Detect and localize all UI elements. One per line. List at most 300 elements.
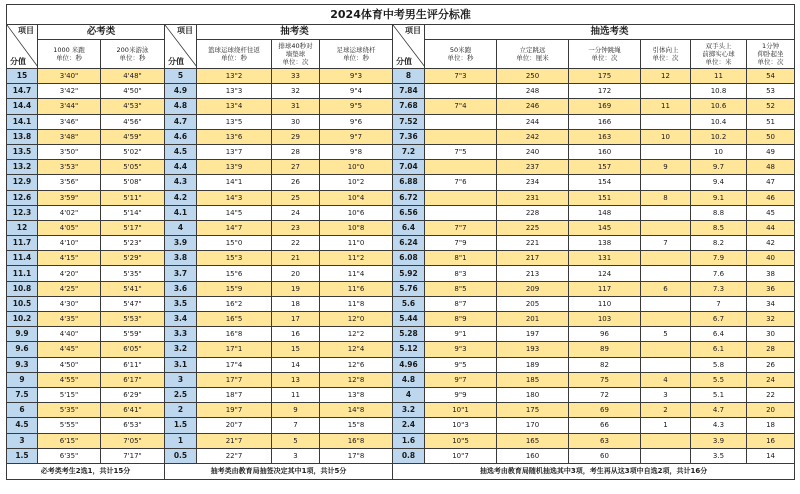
table-row: [7, 84, 795, 99]
cell-medicine-ball: 11: [691, 69, 747, 84]
cell-pull-up: [641, 220, 691, 235]
cell-basketball-dribble: 13"7: [197, 144, 272, 159]
cell-1000m-run: 4'55": [38, 372, 101, 387]
cell-jump-rope: 103: [569, 312, 641, 327]
cell-200m-swim: 4'50": [101, 84, 165, 99]
cell-50m-run: 7"5: [425, 144, 497, 159]
cell-medicine-ball: 6.4: [691, 327, 747, 342]
cell-medicine-ball: 5.5: [691, 372, 747, 387]
table-row: [7, 296, 795, 311]
cell-50m-run: 9"9: [425, 387, 497, 402]
cell-standing-jump: 237: [497, 160, 569, 175]
cell-jump-rope: 89: [569, 342, 641, 357]
cell-200m-swim: 6'05": [101, 342, 165, 357]
cell-medicine-ball: 3.5: [691, 448, 747, 463]
cell-football-dribble: 9"3: [320, 69, 393, 84]
score-draw: 5: [165, 69, 197, 84]
cell-200m-swim: 5'02": [101, 144, 165, 159]
cell-sit-up: 22: [747, 387, 795, 402]
cell-sit-up: 48: [747, 160, 795, 175]
cell-50m-run: 9"5: [425, 357, 497, 372]
cell-volleyball-bump: 29: [272, 129, 320, 144]
table-row: [7, 144, 795, 159]
cell-basketball-dribble: 15"0: [197, 236, 272, 251]
cell-volleyball-bump: 27: [272, 160, 320, 175]
cell-1000m-run: 3'42": [38, 84, 101, 99]
cell-volleyball-bump: 30: [272, 114, 320, 129]
cell-sit-up: 18: [747, 418, 795, 433]
cell-football-dribble: 11"0: [320, 236, 393, 251]
cell-standing-jump: 250: [497, 69, 569, 84]
cell-volleyball-bump: 25: [272, 190, 320, 205]
cell-pull-up: 10: [641, 129, 691, 144]
cell-volleyball-bump: 32: [272, 84, 320, 99]
score-draw: 3.5: [165, 296, 197, 311]
score-select: 5.44: [393, 312, 425, 327]
cell-1000m-run: 3'50": [38, 144, 101, 159]
score-draw: 4.5: [165, 144, 197, 159]
cell-football-dribble: 12"6: [320, 357, 393, 372]
score-draw: 4.8: [165, 99, 197, 114]
cell-jump-rope: 131: [569, 251, 641, 266]
cell-200m-swim: 5'29": [101, 251, 165, 266]
cell-1000m-run: 3'59": [38, 190, 101, 205]
page-title: 2024体育中考男生评分标准: [7, 5, 795, 25]
cell-football-dribble: 12"8: [320, 372, 393, 387]
cell-50m-run: [425, 160, 497, 175]
cell-200m-swim: 5'59": [101, 327, 165, 342]
cell-jump-rope: 82: [569, 357, 641, 372]
cell-sit-up: 20: [747, 403, 795, 418]
cell-standing-jump: 231: [497, 190, 569, 205]
cell-football-dribble: 9"8: [320, 144, 393, 159]
score-select: 7.04: [393, 160, 425, 175]
score-compulsory: 10.2: [7, 312, 38, 327]
cell-volleyball-bump: 18: [272, 296, 320, 311]
cell-50m-run: [425, 205, 497, 220]
score-draw: 3.3: [165, 327, 197, 342]
cell-basketball-dribble: 15"9: [197, 281, 272, 296]
corner-item-label: 项目: [177, 26, 193, 35]
table-row: [7, 160, 795, 175]
cell-football-dribble: 10"2: [320, 175, 393, 190]
corner-item-label: 项目: [405, 26, 421, 35]
cell-standing-jump: 246: [497, 99, 569, 114]
cell-basketball-dribble: 14"1: [197, 175, 272, 190]
table-row: [7, 281, 795, 296]
cell-jump-rope: 96: [569, 327, 641, 342]
group-draw: 抽考类: [197, 25, 393, 40]
cell-standing-jump: 205: [497, 296, 569, 311]
cell-medicine-ball: 9.7: [691, 160, 747, 175]
cell-football-dribble: 9"4: [320, 84, 393, 99]
cell-pull-up: 3: [641, 387, 691, 402]
score-select: 6.24: [393, 236, 425, 251]
cell-medicine-ball: 4.3: [691, 418, 747, 433]
cell-sit-up: 46: [747, 190, 795, 205]
cell-1000m-run: 3'44": [38, 99, 101, 114]
cell-medicine-ball: 8.5: [691, 220, 747, 235]
cell-medicine-ball: 4.7: [691, 403, 747, 418]
score-compulsory: 13.8: [7, 129, 38, 144]
score-select: 6.72: [393, 190, 425, 205]
cell-200m-swim: 6'41": [101, 403, 165, 418]
cell-200m-swim: 5'35": [101, 266, 165, 281]
score-compulsory: 6: [7, 403, 38, 418]
cell-jump-rope: 160: [569, 144, 641, 159]
cell-medicine-ball: 3.9: [691, 433, 747, 448]
cell-volleyball-bump: 19: [272, 281, 320, 296]
cell-medicine-ball: 9.4: [691, 175, 747, 190]
cell-football-dribble: 10"8: [320, 220, 393, 235]
score-compulsory: 10.5: [7, 296, 38, 311]
cell-200m-swim: 7'17": [101, 448, 165, 463]
table-row: [7, 114, 795, 129]
score-compulsory: 11.1: [7, 266, 38, 281]
score-select: 7.68: [393, 99, 425, 114]
cell-jump-rope: 148: [569, 205, 641, 220]
score-draw: 0.5: [165, 448, 197, 463]
cell-jump-rope: 63: [569, 433, 641, 448]
cell-jump-rope: 138: [569, 236, 641, 251]
cell-football-dribble: 12"4: [320, 342, 393, 357]
cell-basketball-dribble: 17"7: [197, 372, 272, 387]
cell-volleyball-bump: 5: [272, 433, 320, 448]
cell-1000m-run: 4'10": [38, 236, 101, 251]
corner-header-middle: [165, 25, 197, 69]
cell-200m-swim: 5'47": [101, 296, 165, 311]
cell-50m-run: 10"7: [425, 448, 497, 463]
header-1000m-run: 1000 米跑 单位：秒: [38, 40, 101, 69]
cell-football-dribble: 11"6: [320, 281, 393, 296]
cell-basketball-dribble: 14"5: [197, 205, 272, 220]
cell-sit-up: 40: [747, 251, 795, 266]
cell-200m-swim: 5'17": [101, 220, 165, 235]
cell-medicine-ball: 10.6: [691, 99, 747, 114]
cell-standing-jump: 244: [497, 114, 569, 129]
cell-sit-up: 42: [747, 236, 795, 251]
cell-medicine-ball: 10: [691, 144, 747, 159]
score-select: 4.8: [393, 372, 425, 387]
cell-football-dribble: 11"2: [320, 251, 393, 266]
cell-standing-jump: 242: [497, 129, 569, 144]
footer-select-note: 抽选考由教育局随机抽选其中3项，考生再从这3项中自选2项，共计16分: [393, 463, 795, 479]
table-row: [7, 251, 795, 266]
cell-200m-swim: 4'56": [101, 114, 165, 129]
cell-1000m-run: 4'30": [38, 296, 101, 311]
cell-basketball-dribble: 20"7: [197, 418, 272, 433]
score-draw: 3.1: [165, 357, 197, 372]
cell-1000m-run: 4'02": [38, 205, 101, 220]
cell-volleyball-bump: 21: [272, 251, 320, 266]
cell-standing-jump: 160: [497, 448, 569, 463]
score-draw: 3.4: [165, 312, 197, 327]
cell-200m-swim: 6'53": [101, 418, 165, 433]
cell-jump-rope: 172: [569, 84, 641, 99]
cell-volleyball-bump: 13: [272, 372, 320, 387]
cell-sit-up: 16: [747, 433, 795, 448]
footer-draw-note: 抽考类由教育局抽签决定其中1项，共计5分: [165, 463, 393, 479]
cell-jump-rope: 154: [569, 175, 641, 190]
cell-standing-jump: 225: [497, 220, 569, 235]
header-medicine-ball: 双手头上 前掷实心球 单位：米: [691, 40, 747, 69]
cell-volleyball-bump: 14: [272, 357, 320, 372]
score-compulsory: 9.9: [7, 327, 38, 342]
cell-volleyball-bump: 16: [272, 327, 320, 342]
cell-200m-swim: 4'59": [101, 129, 165, 144]
score-compulsory: 9.6: [7, 342, 38, 357]
score-select: 5.92: [393, 266, 425, 281]
cell-1000m-run: 5'15": [38, 387, 101, 402]
cell-jump-rope: 166: [569, 114, 641, 129]
table-row: [7, 205, 795, 220]
cell-football-dribble: 9"5: [320, 99, 393, 114]
corner-score-label: 分值: [10, 57, 26, 66]
cell-pull-up: 11: [641, 99, 691, 114]
cell-pull-up: [641, 448, 691, 463]
score-draw: 3.6: [165, 281, 197, 296]
cell-200m-swim: 6'29": [101, 387, 165, 402]
cell-50m-run: 8"9: [425, 312, 497, 327]
cell-volleyball-bump: 11: [272, 387, 320, 402]
cell-football-dribble: 11"8: [320, 296, 393, 311]
score-compulsory: 12.6: [7, 190, 38, 205]
cell-basketball-dribble: 15"3: [197, 251, 272, 266]
cell-pull-up: 7: [641, 236, 691, 251]
cell-sit-up: 26: [747, 357, 795, 372]
table-row: [7, 357, 795, 372]
cell-sit-up: 45: [747, 205, 795, 220]
table-row: [7, 433, 795, 448]
table-row: [7, 69, 795, 84]
table-row: [7, 372, 795, 387]
cell-volleyball-bump: 15: [272, 342, 320, 357]
cell-jump-rope: 117: [569, 281, 641, 296]
cell-pull-up: 1: [641, 418, 691, 433]
cell-pull-up: [641, 357, 691, 372]
score-compulsory: 13.5: [7, 144, 38, 159]
cell-medicine-ball: 5.1: [691, 387, 747, 402]
cell-volleyball-bump: 22: [272, 236, 320, 251]
score-compulsory: 4.5: [7, 418, 38, 433]
score-draw: 1: [165, 433, 197, 448]
cell-standing-jump: 213: [497, 266, 569, 281]
cell-pull-up: [641, 114, 691, 129]
score-compulsory: 12.3: [7, 205, 38, 220]
cell-jump-rope: 151: [569, 190, 641, 205]
cell-standing-jump: 240: [497, 144, 569, 159]
cell-pull-up: 9: [641, 160, 691, 175]
corner-header-right: [393, 25, 425, 69]
score-compulsory: 12: [7, 220, 38, 235]
cell-basketball-dribble: 16"2: [197, 296, 272, 311]
cell-volleyball-bump: 3: [272, 448, 320, 463]
cell-basketball-dribble: 13"5: [197, 114, 272, 129]
cell-50m-run: 7"3: [425, 69, 497, 84]
corner-header-left: [7, 25, 38, 69]
cell-standing-jump: 175: [497, 403, 569, 418]
score-select: 6.4: [393, 220, 425, 235]
score-select: 4: [393, 387, 425, 402]
cell-standing-jump: 234: [497, 175, 569, 190]
table-row: [7, 418, 795, 433]
cell-pull-up: [641, 205, 691, 220]
cell-medicine-ball: 7.6: [691, 266, 747, 281]
cell-medicine-ball: 10.8: [691, 84, 747, 99]
score-compulsory: 7.5: [7, 387, 38, 402]
cell-200m-swim: 5'23": [101, 236, 165, 251]
score-select: 6.56: [393, 205, 425, 220]
score-compulsory: 10.8: [7, 281, 38, 296]
cell-volleyball-bump: 9: [272, 403, 320, 418]
group-compulsory: 必考类: [38, 25, 165, 40]
cell-medicine-ball: 10.2: [691, 129, 747, 144]
cell-sit-up: 34: [747, 296, 795, 311]
score-draw: 1.5: [165, 418, 197, 433]
cell-50m-run: [425, 190, 497, 205]
cell-medicine-ball: 7.9: [691, 251, 747, 266]
score-draw: 4.4: [165, 160, 197, 175]
score-draw: 4.2: [165, 190, 197, 205]
table-row: [7, 236, 795, 251]
score-draw: 4.3: [165, 175, 197, 190]
cell-50m-run: 8"7: [425, 296, 497, 311]
score-compulsory: 14.4: [7, 99, 38, 114]
cell-sit-up: 51: [747, 114, 795, 129]
cell-jump-rope: 163: [569, 129, 641, 144]
cell-sit-up: 36: [747, 281, 795, 296]
cell-jump-rope: 175: [569, 69, 641, 84]
cell-basketball-dribble: 21"7: [197, 433, 272, 448]
cell-pull-up: 2: [641, 403, 691, 418]
cell-basketball-dribble: 19"7: [197, 403, 272, 418]
cell-200m-swim: 5'05": [101, 160, 165, 175]
table-row: [7, 387, 795, 402]
cell-sit-up: 50: [747, 129, 795, 144]
cell-50m-run: [425, 114, 497, 129]
cell-jump-rope: 110: [569, 296, 641, 311]
cell-basketball-dribble: 16"8: [197, 327, 272, 342]
cell-medicine-ball: 6.7: [691, 312, 747, 327]
cell-basketball-dribble: 17"4: [197, 357, 272, 372]
cell-sit-up: 38: [747, 266, 795, 281]
cell-1000m-run: 3'48": [38, 129, 101, 144]
cell-football-dribble: 15"8: [320, 418, 393, 433]
score-draw: 2.5: [165, 387, 197, 402]
cell-football-dribble: 12"0: [320, 312, 393, 327]
cell-medicine-ball: 5.8: [691, 357, 747, 372]
cell-1000m-run: 4'40": [38, 327, 101, 342]
score-compulsory: 9: [7, 372, 38, 387]
score-draw: 3.7: [165, 266, 197, 281]
cell-200m-swim: 5'14": [101, 205, 165, 220]
score-select: 6.08: [393, 251, 425, 266]
cell-jump-rope: 145: [569, 220, 641, 235]
corner-item-label: 项目: [18, 26, 34, 35]
score-draw: 3.9: [165, 236, 197, 251]
cell-sit-up: 47: [747, 175, 795, 190]
score-draw: 4.9: [165, 84, 197, 99]
cell-pull-up: [641, 251, 691, 266]
cell-basketball-dribble: 13"3: [197, 84, 272, 99]
score-select: 5.76: [393, 281, 425, 296]
score-compulsory: 15: [7, 69, 38, 84]
cell-basketball-dribble: 16"5: [197, 312, 272, 327]
header-volleyball-bump: 排球40秒对 墙垫球 单位：次: [272, 40, 320, 69]
cell-standing-jump: 180: [497, 387, 569, 402]
cell-1000m-run: 5'55": [38, 418, 101, 433]
footer-compulsory-note: 必考类考生2选1，共计15分: [7, 463, 165, 479]
cell-50m-run: 7"7: [425, 220, 497, 235]
cell-200m-swim: 4'48": [101, 69, 165, 84]
cell-pull-up: [641, 433, 691, 448]
cell-1000m-run: 3'56": [38, 175, 101, 190]
header-football-dribble: 足球运球绕杆 单位：秒: [320, 40, 393, 69]
header-200m-swim: 200米游泳 单位：秒: [101, 40, 165, 69]
cell-standing-jump: 201: [497, 312, 569, 327]
cell-standing-jump: 193: [497, 342, 569, 357]
score-select: 0.8: [393, 448, 425, 463]
cell-pull-up: [641, 144, 691, 159]
cell-standing-jump: 189: [497, 357, 569, 372]
score-draw: 4: [165, 220, 197, 235]
header-jump-rope: 一分钟跳绳 单位：次: [569, 40, 641, 69]
cell-jump-rope: 60: [569, 448, 641, 463]
cell-jump-rope: 169: [569, 99, 641, 114]
corner-score-label: 分值: [396, 57, 412, 66]
cell-pull-up: 6: [641, 281, 691, 296]
cell-1000m-run: 6'15": [38, 433, 101, 448]
cell-pull-up: [641, 296, 691, 311]
cell-50m-run: 7"6: [425, 175, 497, 190]
cell-pull-up: [641, 84, 691, 99]
cell-basketball-dribble: 22"7: [197, 448, 272, 463]
cell-volleyball-bump: 31: [272, 99, 320, 114]
cell-1000m-run: 4'45": [38, 342, 101, 357]
cell-sit-up: 30: [747, 327, 795, 342]
cell-medicine-ball: 9.1: [691, 190, 747, 205]
cell-50m-run: 9"3: [425, 342, 497, 357]
cell-standing-jump: 217: [497, 251, 569, 266]
table-row: [7, 99, 795, 114]
cell-standing-jump: 228: [497, 205, 569, 220]
score-select: 2.4: [393, 418, 425, 433]
cell-pull-up: [641, 175, 691, 190]
cell-200m-swim: 5'53": [101, 312, 165, 327]
score-compulsory: 13.2: [7, 160, 38, 175]
table-row: [7, 175, 795, 190]
cell-sit-up: 54: [747, 69, 795, 84]
cell-medicine-ball: 8.2: [691, 236, 747, 251]
cell-standing-jump: 197: [497, 327, 569, 342]
cell-football-dribble: 13"8: [320, 387, 393, 402]
score-draw: 3: [165, 372, 197, 387]
cell-50m-run: 8"5: [425, 281, 497, 296]
cell-medicine-ball: 7: [691, 296, 747, 311]
score-draw: 4.6: [165, 129, 197, 144]
score-compulsory: 1.5: [7, 448, 38, 463]
table-row: [7, 266, 795, 281]
cell-pull-up: [641, 266, 691, 281]
cell-200m-swim: 5'08": [101, 175, 165, 190]
score-select: 7.36: [393, 129, 425, 144]
cell-medicine-ball: 8.8: [691, 205, 747, 220]
cell-football-dribble: 14"8: [320, 403, 393, 418]
cell-1000m-run: 3'40": [38, 69, 101, 84]
cell-1000m-run: 6'35": [38, 448, 101, 463]
score-compulsory: 3: [7, 433, 38, 448]
cell-volleyball-bump: 20: [272, 266, 320, 281]
